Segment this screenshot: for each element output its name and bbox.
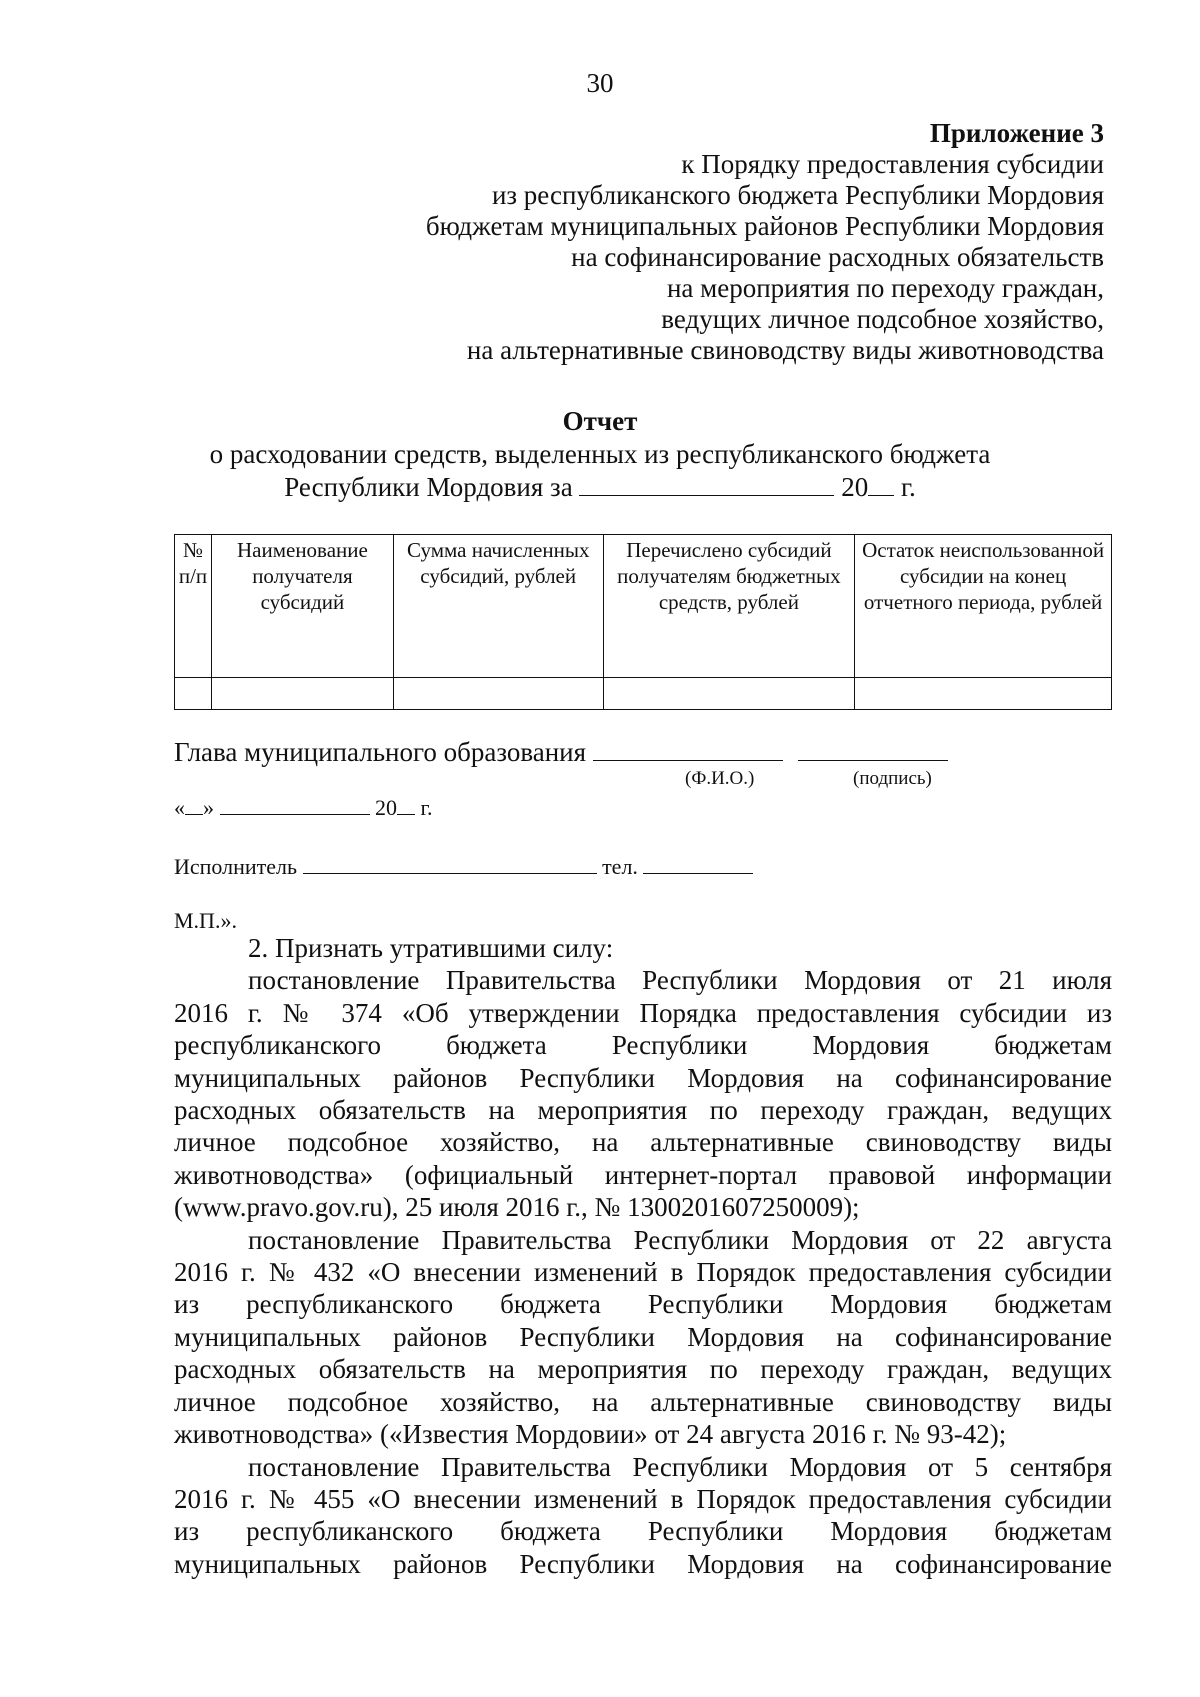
col-header-transferred: Перечислено субсидий получателям бюджетных средств, рублей	[603, 535, 855, 678]
para-line: из республиканского бюджета Республики Мордовия бюджетам	[174, 1516, 1112, 1547]
para-line: постановление Правительства Республики Мордовия от 5 сентября	[248, 1451, 1112, 1482]
page-number: 30	[586, 68, 614, 98]
report-heading	[0, 405, 1200, 504]
fio-caption: (Ф.И.О.)	[685, 768, 755, 789]
appendix-line: на альтернативные свиноводству виды животноводства	[466, 335, 1104, 365]
head-signature-line	[174, 737, 948, 768]
table-cell	[393, 678, 603, 710]
appendix-line: из республиканского бюджета Республики Мордовия	[491, 180, 1104, 210]
para-line: расходных обязательств на мероприятия по переходу граждан, ведущих	[174, 1095, 1112, 1126]
date-line	[174, 794, 433, 821]
para-line: постановление Правительства Республики Мордовия от 21 июля	[248, 965, 1112, 996]
appendix-line: к Порядку предоставления субсидии	[681, 149, 1104, 179]
day-blank	[185, 794, 203, 815]
period-blank	[579, 473, 834, 496]
phone-blank	[643, 853, 753, 874]
para-line: муниципальных районов Республики Мордовия на софинансирование	[174, 1321, 1112, 1352]
executor-blank	[303, 853, 597, 874]
phone-label: тел.	[602, 854, 638, 879]
para-line: личное подсобное хозяйство, на альтернативные свиноводству виды	[174, 1386, 1112, 1417]
col-header-accrued: Сумма начисленных субсидий, рублей	[393, 535, 603, 678]
date-open-quote: «	[174, 795, 185, 820]
para-line: муниципальных районов Республики Мордовия на софинансирование	[174, 1548, 1112, 1579]
repealed-act-3	[174, 1451, 1112, 1581]
appendix-line: на софинансирование расходных обязательств	[571, 242, 1104, 272]
table-cell	[855, 678, 1112, 710]
table-cell	[211, 678, 393, 710]
executor-label: Исполнитель	[174, 854, 298, 879]
para-line: 2016 г. № 374 «Об утверждении Порядка предоставления субсидии из	[174, 997, 1112, 1028]
date-year-blank	[397, 794, 415, 815]
report-title: Отчет	[562, 406, 638, 436]
table-row	[175, 678, 1112, 710]
report-year-prefix: 20	[841, 472, 869, 502]
para-line: муниципальных районов Республики Мордовия на софинансирование	[174, 1062, 1112, 1093]
date-year-suffix: г.	[420, 795, 433, 820]
head-label: Глава муниципального образования	[174, 737, 587, 767]
date-close-quote: »	[203, 795, 214, 820]
col-header-remainder: Остаток неиспользованной субсидии на конец отчетного периода, рублей	[855, 535, 1112, 678]
table-header-row	[175, 535, 1112, 678]
col-header-recipient: Наименование получателя субсидий	[211, 535, 393, 678]
para-line: 2016 г. № 455 «О внесении изменений в Порядок предоставления субсидии	[174, 1483, 1112, 1514]
para-line: республиканского бюджета Республики Мордовия бюджетам	[174, 1030, 1112, 1061]
appendix-title: Приложение 3	[929, 118, 1104, 148]
appendix-line: ведущих личное подсобное хозяйство,	[661, 304, 1104, 334]
para-line: из республиканского бюджета Республики Мордовия бюджетам	[174, 1289, 1112, 1320]
item-2-heading: 2. Признать утратившими силу:	[248, 933, 614, 963]
repealed-act-1	[174, 964, 1112, 1223]
col-header-number: № п/п	[175, 535, 212, 678]
table-cell	[175, 678, 212, 710]
appendix-header	[344, 118, 1104, 366]
para-line: (www.pravo.gov.ru), 25 июля 2016 г., № 1300201607250009);	[174, 1192, 860, 1223]
report-subtitle: о расходовании средств, выделенных из республиканского бюджета	[209, 439, 991, 469]
report-period-prefix: Республики Мордовия за	[284, 472, 573, 502]
para-line: личное подсобное хозяйство, на альтернативные свиноводству виды	[174, 1127, 1112, 1158]
executor-line	[174, 853, 753, 880]
fio-blank	[593, 740, 783, 761]
appendix-line: бюджетам муниципальных районов Республики Мордовия	[425, 211, 1104, 241]
table-cell	[603, 678, 855, 710]
report-table	[174, 534, 1112, 710]
para-line: животноводства» («Известия Мордовии» от 24 августа 2016 г. № 93-42);	[174, 1419, 1007, 1450]
report-period	[0, 471, 1200, 504]
stamp-mark: М.П.».	[174, 908, 237, 933]
para-line: постановление Правительства Республики Мордовия от 22 августа	[248, 1224, 1112, 1255]
signature-blank	[798, 740, 948, 761]
para-line: животноводства» (официальный интернет-портал правовой информации	[174, 1159, 1112, 1190]
para-line: 2016 г. № 432 «О внесении изменений в Порядок предоставления субсидии	[174, 1257, 1112, 1288]
repealed-act-2	[174, 1224, 1112, 1451]
date-year-prefix: 20	[375, 795, 397, 820]
month-blank	[220, 794, 370, 815]
body-text	[174, 932, 1112, 1580]
para-line: расходных обязательств на мероприятия по переходу граждан, ведущих	[174, 1354, 1112, 1385]
signature-caption: (подпись)	[853, 768, 932, 789]
year-blank	[868, 473, 894, 496]
appendix-line: на мероприятия по переходу граждан,	[666, 273, 1104, 303]
report-year-suffix: г.	[900, 472, 916, 502]
